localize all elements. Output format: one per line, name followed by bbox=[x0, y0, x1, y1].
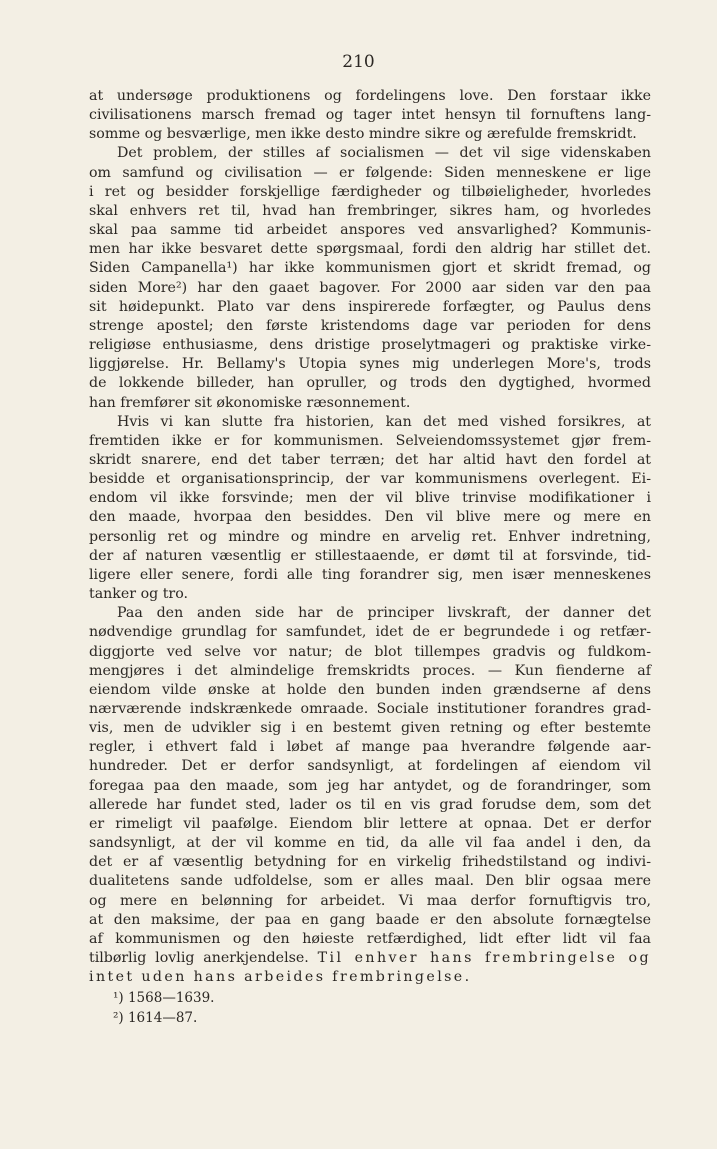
text-line: han fremfører sit økonomiske ræsonnement. bbox=[89, 394, 411, 411]
text-line: der af naturen væsentlig er stillestaaende, er dømt til at forsvinde, tid- bbox=[89, 547, 651, 564]
text-line: Siden Campanella¹) har ikke kommunismen gjort et skridt fremad, og bbox=[89, 260, 651, 277]
text-line: dualitetens sande udfoldelse, som er alles maal. Den blir ogsaa mere bbox=[89, 873, 651, 890]
text-line: regler, i ethvert fald i løbet af mange paa hverandre følgende aar- bbox=[89, 739, 651, 756]
text-line: Det problem, der stilles af socialismen — det vil sige videnskaben bbox=[117, 145, 651, 162]
text-line: personlig ret og mindre og mindre en arvelig ret. Enhver indretning, bbox=[89, 528, 651, 545]
text-line: i ret og besidder forskjellige færdigheder og tilbøieligheder, hvorledes bbox=[89, 183, 651, 200]
text-line: Hvis vi kan slutte fra historien, kan det med vished forsikres, at bbox=[117, 413, 651, 430]
text-line: intet uden hans arbeides frembringelse. bbox=[89, 969, 472, 986]
text-line: endom vil ikke forsvinde; men der vil blive trinvise modifikationer i bbox=[89, 490, 651, 507]
text-line: siden More²) har den gaaet bagover. For 2000 aar siden var den paa bbox=[89, 279, 651, 296]
text-line: den maade, hvorpaa den besiddes. Den vil blive mere og mere en bbox=[89, 509, 651, 526]
footnotes bbox=[113, 988, 214, 1028]
text-line: og mere en belønning for arbeidet. Vi maa derfor fornuftigvis tro, bbox=[89, 892, 651, 909]
text-line: skal enhvers ret til, hvad han frembringer, sikres ham, og hvorledes bbox=[89, 202, 651, 219]
text-line: det er af væsentlig betydning for en virkelig frihedstilstand og indivi- bbox=[89, 854, 651, 871]
footnote: ²) 1614—87. bbox=[113, 1010, 198, 1026]
text-line: sandsynligt, at der vil komme en tid, da alle vil faa andel i den, da bbox=[89, 835, 651, 852]
text-line: at den maksime, der paa en gang baade er den absolute fornægtelse bbox=[89, 911, 651, 928]
text-line: liggjørelse. Hr. Bellamy's Utopia synes mig underlegen More's, trods bbox=[89, 356, 651, 373]
text-line: mengjøres i det almindelige fremskridts proces. — Kun fienderne af bbox=[89, 662, 651, 679]
text-line: religiøse enthusiasme, dens dristige proselytmageri og praktiske virke- bbox=[89, 337, 651, 354]
body-text bbox=[89, 87, 651, 987]
text-line: civilisationens marsch fremad og tager intet hensyn til fornuftens lang- bbox=[89, 107, 651, 124]
page-number: 210 bbox=[342, 52, 375, 72]
text-line: fremtiden ikke er for kommunismen. Selveiendomssystemet gjør frem- bbox=[89, 432, 651, 449]
footnote: ¹) 1568—1639. bbox=[113, 990, 215, 1006]
text-line: Paa den anden side har de principer livskraft, der danner det bbox=[117, 605, 651, 622]
text-line: hundreder. Det er derfor sandsynligt, at fordelingen af eiendom vil bbox=[89, 758, 651, 775]
text-line: men har ikke besvaret dette spørgsmaal, fordi den aldrig har stillet det. bbox=[89, 241, 651, 258]
text-line: at undersøge produktionens og fordelingens love. Den forstaar ikke bbox=[89, 88, 651, 104]
text-line: eiendom vilde ønske at holde den bunden inden grændserne af dens bbox=[89, 681, 651, 698]
text-line: strenge apostel; den første kristendoms dage var perioden for dens bbox=[89, 317, 651, 334]
text-line: er rimeligt vil paafølge. Eiendom blir lettere at opnaa. Det er derfor bbox=[89, 815, 651, 832]
text-line: foregaa paa den maade, som jeg har antydet, og de forandringer, som bbox=[89, 777, 651, 794]
text-line: de lokkende billeder, han opruller, og trods den dygtighed, hvormed bbox=[89, 375, 651, 392]
text-line: skal paa samme tid arbeidet anspores ved ansvarlighed? Kommunis- bbox=[89, 222, 651, 239]
text-line: ligere eller senere, fordi alle ting forandrer sig, men især menneskenes bbox=[89, 566, 651, 583]
text-line: allerede har fundet sted, lader os til en vis grad forudse dem, som det bbox=[89, 796, 651, 813]
text-line: om samfund og civilisation — er følgende: Siden menneskene er lige bbox=[89, 164, 651, 181]
text-line: somme og besværlige, men ikke desto mindre sikre og ærefulde fremskridt. bbox=[89, 126, 637, 143]
text-line: tanker og tro. bbox=[89, 586, 189, 603]
text-line: sit høidepunkt. Plato var dens inspirerede forfægter, og Paulus dens bbox=[89, 298, 651, 315]
text-line: nærværende indskrænkede omraade. Sociale institutioner forandres grad- bbox=[89, 701, 651, 717]
text-line: skridt snarere, end det taber terræn; det har altid havt den fordel at bbox=[89, 451, 651, 468]
text-line: vis, men de udvikler sig i en bestemt given retning og efter bestemte bbox=[89, 720, 651, 737]
text-line: nødvendige grundlag for samfundet, idet de er begrundede i og retfær- bbox=[89, 624, 651, 641]
text-line: diggjorte ved selve vor natur; de blot tillempes gradvis og fuldkom- bbox=[89, 643, 651, 660]
text-line: besidde et organisationsprincip, der var kommunismens overlegent. Ei- bbox=[89, 471, 651, 488]
text-line: af kommunismen og den høieste retfærdighed, lidt efter lidt vil faa bbox=[89, 930, 651, 947]
text-line: tilbørlig lovlig anerkjendelse. Til enhver hans frembringelse og bbox=[89, 950, 651, 967]
